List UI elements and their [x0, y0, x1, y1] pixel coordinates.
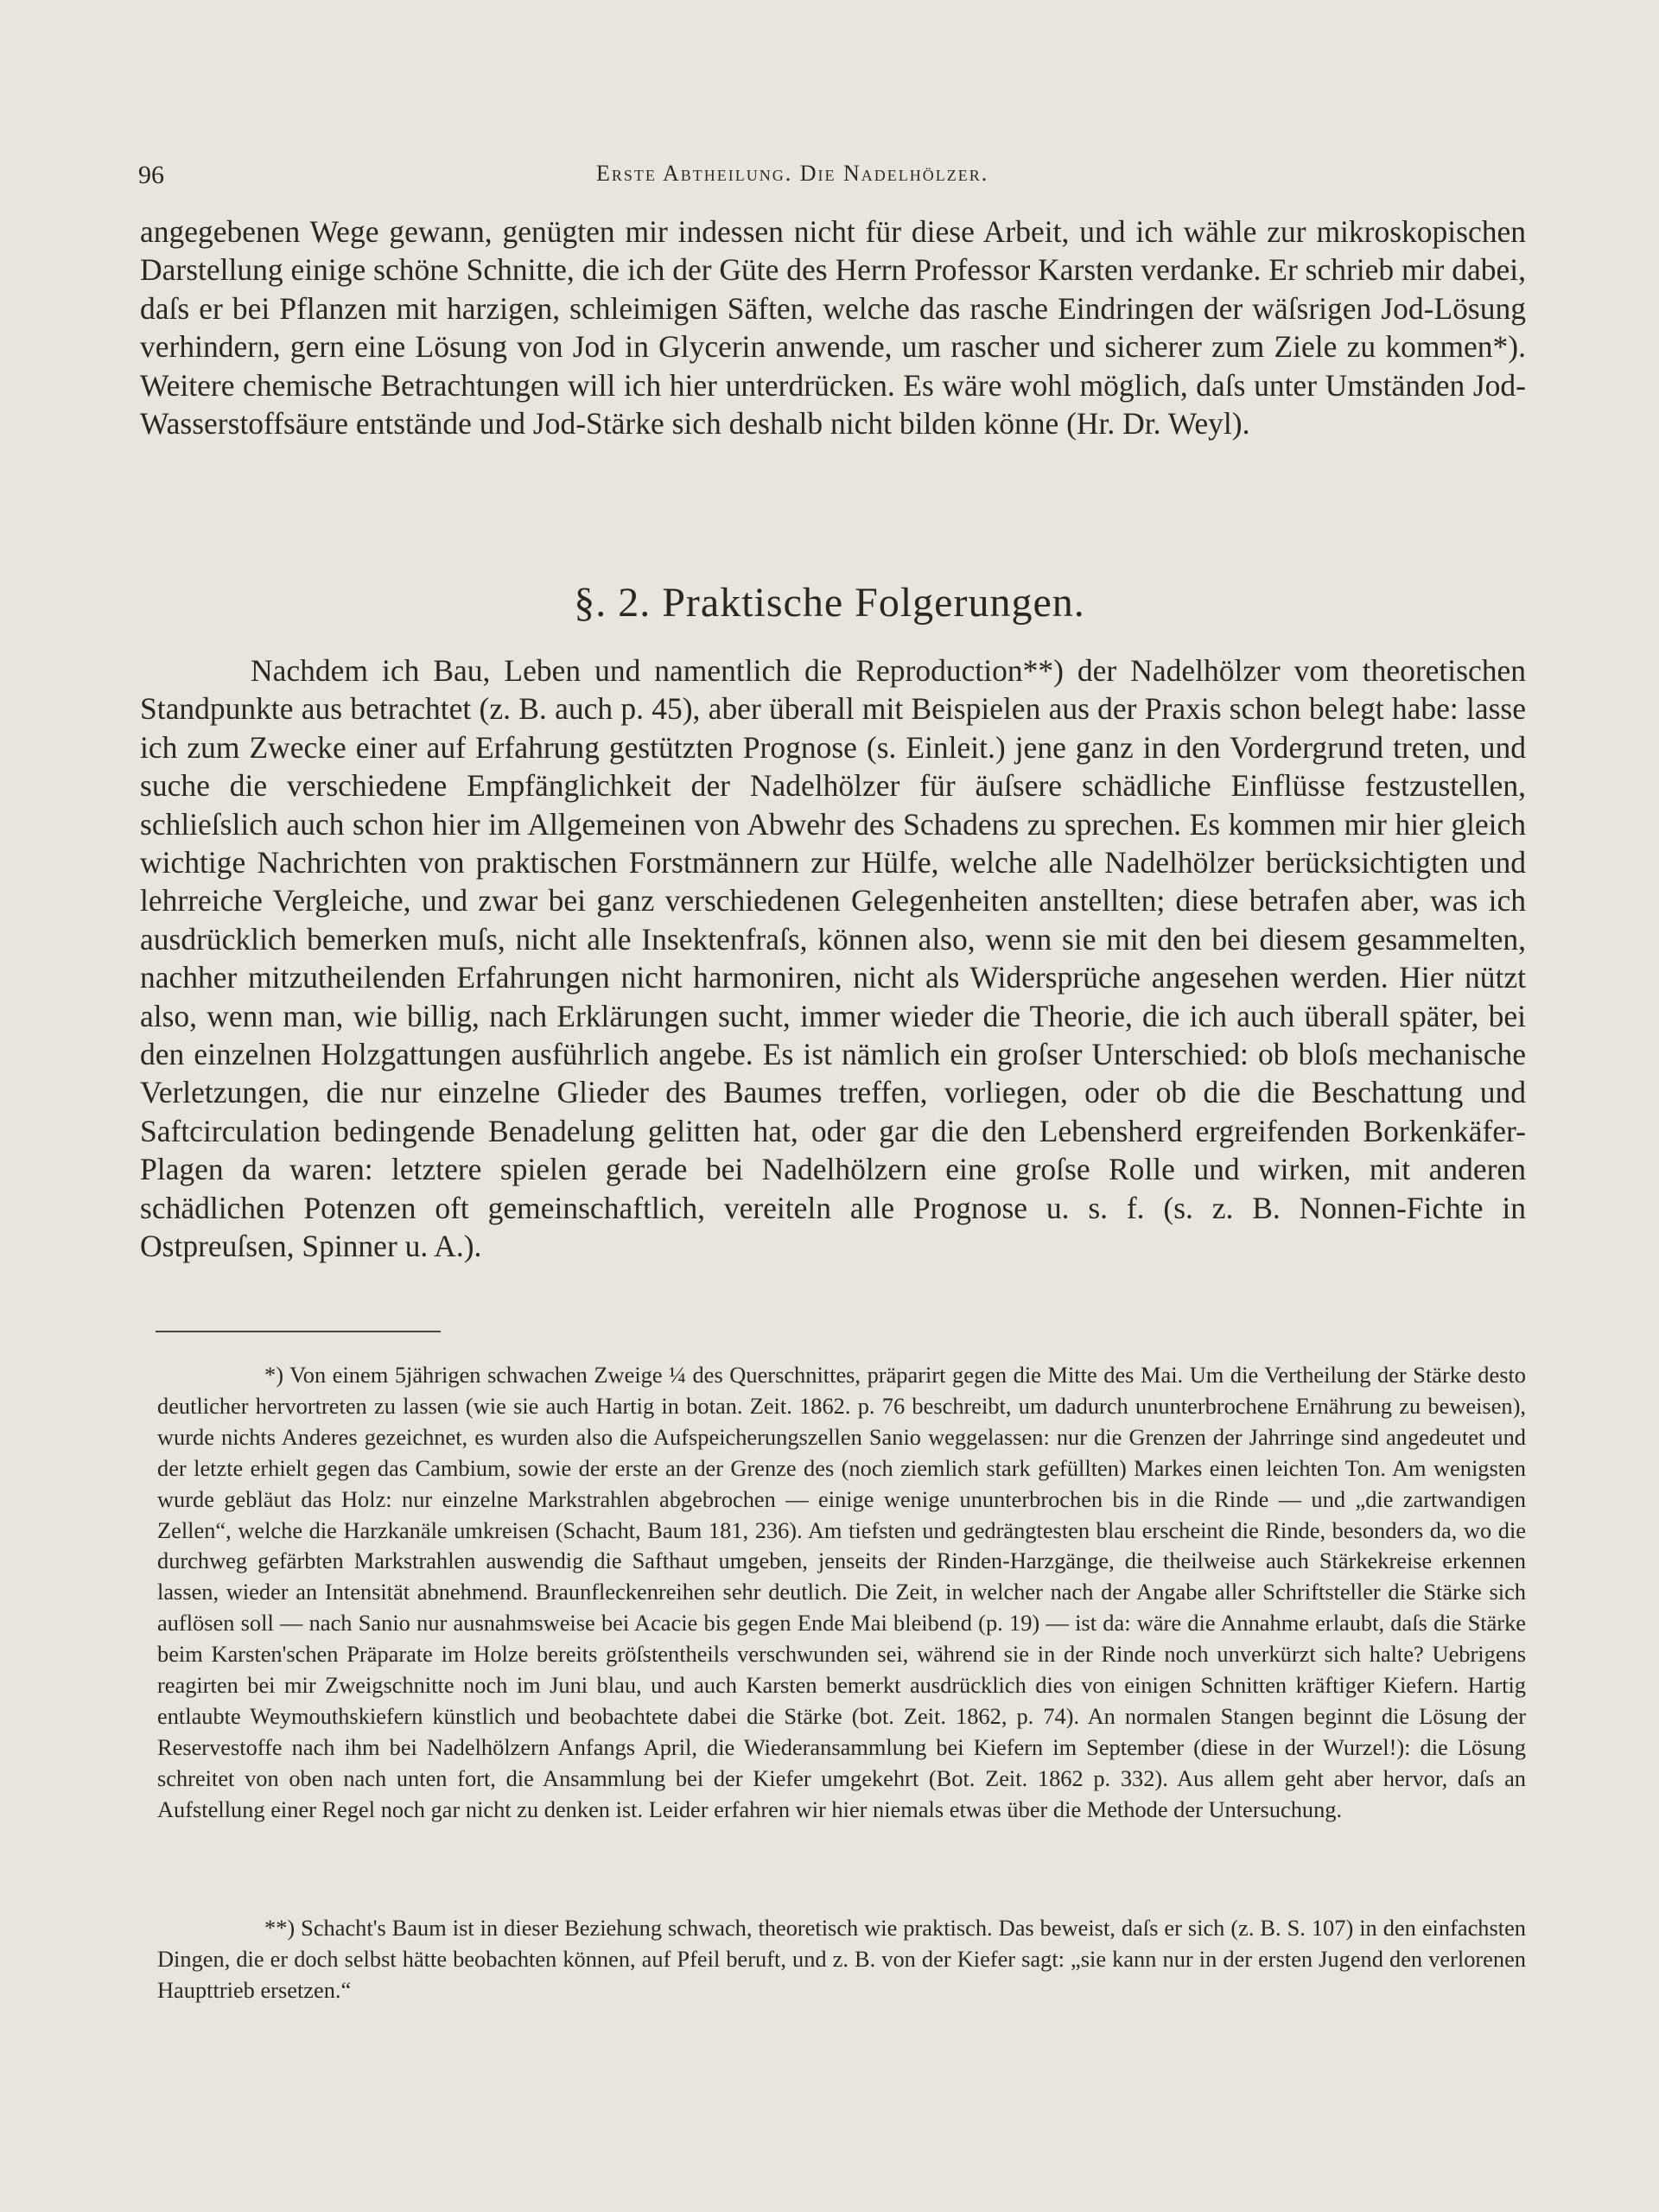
- page-number: 96: [138, 161, 164, 189]
- section-heading: §. 2. Praktische Folgerungen.: [574, 580, 1085, 626]
- running-head: Erste Abtheilung. Die Nadelhölzer.: [596, 161, 989, 186]
- body-paragraph-2: Nachdem ich Bau, Leben und namentlich die Reproduction**) der Nadelhölzer vom theoretischen Standpunkte aus betrachtet (z. B. auch p. 45), aber überall mit Beispielen aus der Praxis schon belegt habe: lasse ich zum Zwecke einer auf Erfahrung gestützten Prognose (s. Einleit.) jene ganz in den Vordergrund treten, und suche die verschiedene Empfänglichkeit der Nadelhölzer für äuſsere schädliche Einflüsse festzustellen, schlieſslich auch schon hier im Allgemeinen von Abwehr des Schadens zu sprechen. Es kommen mir hier gleich wichtige Nachrichten von praktischen Forstmännern zur Hülfe, welche alle Nadelhölzer berücksichtigten und lehrreiche Vergleiche, und zwar bei ganz verschiedenen Gelegenheiten anstellten; diese betrafen aber, was ich ausdrücklich bemerken muſs, nicht alle Insektenfraſs, können also, wenn sie mit den bei diesem gesammelten, nachher mitzutheilenden Erfahrungen nicht harmoniren, nicht als Widersprüche angesehen werden. Hier nützt also, wenn man, wie billig, nach Erklärungen sucht, immer wieder die Theorie, die ich auch überall später, bei den einzelnen Holzgattungen ausführlich angebe. Es ist nämlich ein groſser Unterschied: ob bloſs mechanische Verletzungen, die nur einzelne Glieder des Baumes treffen, vorliegen, oder ob die die Beschattung und Saftcirculation bedingende Benadelung gelitten hat, oder gar die den Lebensherd ergreifenden Borkenkäfer-Plagen da waren: letztere spielen gerade bei Nadelhölzern eine groſse Rolle und wirken, mit anderen schädlichen Potenzen oft gemeinschaftlich, vereiteln alle Prognose u. s. f. (s. z. B. Nonnen-Fichte in Ostpreuſsen, Spinner u. A.).: [140, 653, 1526, 1264]
- body-paragraph-1: angegebenen Wege gewann, genügten mir indessen nicht für diese Arbeit, und ich wähle zur mikroskopischen Darstellung einige schöne Schnitte, die ich der Güte des Herrn Professor Karsten verdanke. Er schrieb mir dabei, daſs er bei Pflanzen mit harzigen, schleimigen Säften, welche das rasche Eindringen der wäſsrigen Jod-Lösung verhindern, gern eine Lösung von Jod in Glycerin anwende, um rascher und sicherer zum Ziele zu kommen*). Weitere chemische Betrachtungen will ich hier unterdrücken. Es wäre wohl möglich, daſs unter Umständen Jod-Wasserstoffsäure entstände und Jod-Stärke sich deshalb nicht bilden könne (Hr. Dr. Weyl).: [140, 214, 1526, 442]
- footnote-2: **) Schacht's Baum ist in dieser Beziehung schwach, theoretisch wie praktisch. Das beweist, daſs er sich (z. B. S. 107) in den einfachsten Dingen, die er doch selbst hätte beobachten können, auf Pfeil beruft, und z. B. von der Kiefer sagt: „sie kann nur in der ersten Jugend den verlorenen Haupttrieb ersetzen.“: [157, 1915, 1526, 2003]
- footnote-1: *) Von einem 5jährigen schwachen Zweige ¼ des Querschnittes, präparirt gegen die Mitte des Mai. Um die Vertheilung der Stärke desto deutlicher hervortreten zu lassen (wie sie auch Hartig in botan. Zeit. 1862. p. 76 beschreibt, um dadurch ununterbrochene Ernährung zu beweisen), wurde nichts Anderes gezeichnet, es wurden also die Aufspeicherungszellen Sanio weggelassen: nur die Grenzen der Jahrringe sind angedeutet und der letzte erhielt gegen das Cambium, sowie der erste an der Grenze des (noch ziemlich stark gefüllten) Markes einen leichten Ton. Am wenigsten wurde gebläut das Holz: nur einzelne Markstrahlen abgebrochen — einige wenige ununterbrochen bis in die Rinde — und „die zartwandigen Zellen“, welche die Harzkanäle umkreisen (Schacht, Baum 181, 236). Am tiefsten und gedrängtesten blau erscheint die Rinde, besonders da, wo die durchweg gefärbten Markstrahlen auswendig die Safthaut umgeben, jenseits der Rinden-Harzgänge, die theilweise auch Stärkekreise erkennen lassen, wieder an Intensität abnehmend. Braunfleckenreihen sehr deutlich. Die Zeit, in welcher nach der Angabe aller Schriftsteller die Stärke sich auflösen soll — nach Sanio nur ausnahmsweise bei Acacie bis gegen Ende Mai bleibend (p. 19) — ist da: wäre die Annahme erlaubt, daſs die Stärke beim Karsten'schen Präparate im Holze bereits gröſstentheils verschwunden sei, während sie in der Rinde noch unverkürzt sich halte? Uebrigens reagirten bei mir Zweigschnitte noch im Juni blau, und auch Karsten bemerkt ausdrücklich dies von einigen Schnitten kräftiger Kiefern. Hartig entlaubte Weymouthskiefern künstlich und beobachtete dabei die Stärke (bot. Zeit. 1862, p. 74). An normalen Stangen beginnt die Lösung der Reservestoffe nach ihm bei Nadelhölzern Anfangs April, die Wiederansammlung bei Kiefern im September (diese in der Wurzel!): die Lösung schreitet von oben nach unten fort, die Ansammlung bei der Kiefer umgekehrt (Bot. Zeit. 1862 p. 332). Aus allem geht aber hervor, daſs an Aufstellung einer Regel noch gar nicht zu denken ist. Leider erfahren wir hier niemals etwas über die Methode der Untersuchung.: [157, 1362, 1526, 1822]
- page-header: [138, 161, 1538, 195]
- footnote-separator: [156, 1331, 441, 1332]
